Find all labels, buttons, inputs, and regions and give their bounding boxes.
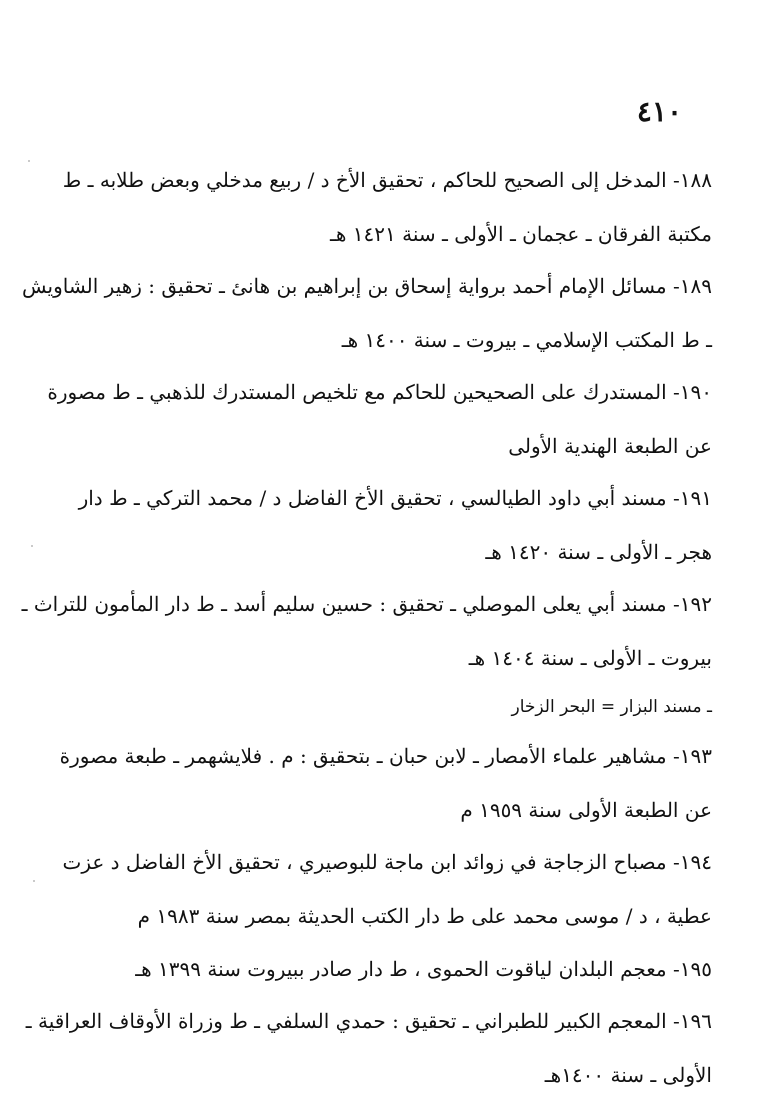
entry-188-line-1: ١٨٨- المدخل إلى الصحيح للحاكم ، تحقيق الأخ د / ربيع مدخلي وبعض طلابه ـ ط [62,168,712,192]
entry-190-line-1: ١٩٠- المستدرك على الصحيحين للحاكم مع تلخيص المستدرك للذهبي ـ ط مصورة [47,380,712,404]
entry-194-line-2: عطية ، د / موسى محمد على ط دار الكتب الحديثة بمصر سنة ١٩٨٣ م [137,903,712,928]
bibliography-list [21,154,712,1101]
entry-192-line-2: بيروت ـ الأولى ـ سنة ١٤٠٤ هـ [468,645,712,670]
scan-speck [33,880,35,882]
cross-reference-bazzar: ـ مسند البزار = البحر الزخار [511,696,712,717]
entry-196-line-2: الأولى ـ سنة ١٤٠٠هـ [544,1062,712,1087]
scan-speck [28,160,30,162]
entry-191-line-1: ١٩١- مسند أبي داود الطيالسي ، تحقيق الأخ الفاضل د / محمد التركي ـ ط دار [78,486,712,510]
scan-speck [31,545,33,547]
entry-193-line-2: عن الطبعة الأولى سنة ١٩٥٩ م [460,797,712,822]
entry-188-line-2: مكتبة الفرقان ـ عجمان ـ الأولى ـ سنة ١٤٢١ هـ [330,221,712,246]
entry-189-line-1: ١٨٩- مسائل الإمام أحمد برواية إسحاق بن إبراهيم بن هانئ ـ تحقيق : زهير الشاويش [22,274,712,298]
entry-195-line-1: ١٩٥- معجم البلدان لياقوت الحموى ، ط دار صادر ببيروت سنة ١٣٩٩ هـ [135,956,712,981]
entry-192-line-1: ١٩٢- مسند أبي يعلى الموصلي ـ تحقيق : حسين سليم أسد ـ ط دار المأمون للتراث ـ [21,592,712,616]
entry-193-line-1: ١٩٣- مشاهير علماء الأمصار ـ لابن حبان ـ بتحقيق : م . فلايشهمر ـ طبعة مصورة [59,744,712,768]
page-number: ٤١٠ [636,95,682,128]
entry-194-line-1: ١٩٤- مصباح الزجاجة في زوائد ابن ماجة للبوصيري ، تحقيق الأخ الفاضل د عزت [62,850,712,874]
entry-189-line-2: ـ ط المكتب الإسلامي ـ بيروت ـ سنة ١٤٠٠ هـ [341,327,712,352]
entry-191-line-2: هجر ـ الأولى ـ سنة ١٤٢٠ هـ [485,539,712,564]
entry-190-line-2: عن الطبعة الهندية الأولى [508,433,712,458]
entry-196-line-1: ١٩٦- المعجم الكبير للطبراني ـ تحقيق : حمدي السلفي ـ ط وزراة الأوقاف العراقية ـ [25,1009,712,1033]
